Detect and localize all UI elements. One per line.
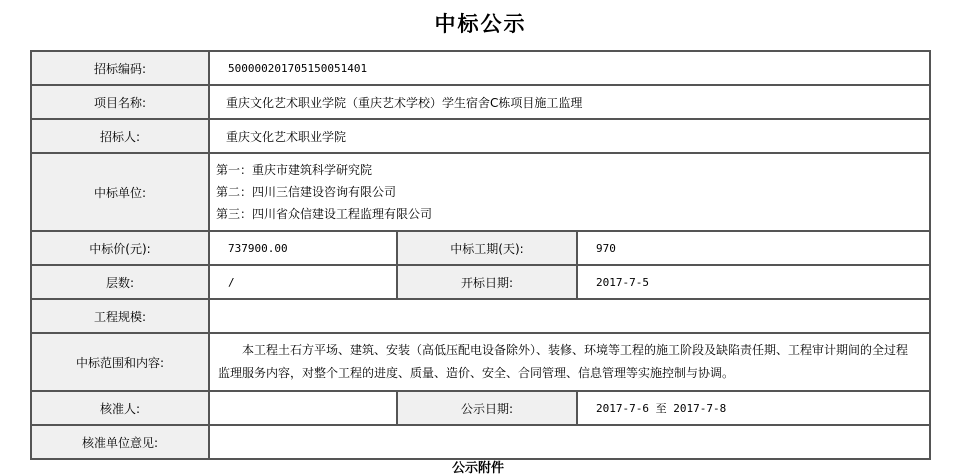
opening-date-label: 开标日期:: [397, 265, 577, 299]
approver-label: 核准人:: [31, 391, 209, 425]
row-price-duration: [31, 231, 930, 265]
row-tenderer: [31, 119, 930, 153]
row-winning-bidders: [31, 153, 930, 231]
project-name-value: 重庆文化艺术职业学院（重庆艺术学校）学生宿舍C栋项目施工监理: [209, 85, 930, 119]
tenderer-value: 重庆文化艺术职业学院: [209, 119, 930, 153]
approver-value: [209, 391, 397, 425]
page-title: 中标公示: [434, 11, 527, 36]
publicity-date-label: 公示日期:: [397, 391, 577, 425]
row-approver-publicity: [31, 391, 930, 425]
winning-bidders-label: 中标单位:: [31, 153, 209, 231]
project-scale-value: [209, 299, 930, 333]
project-name-label: 项目名称:: [31, 85, 209, 119]
floors-value: /: [209, 265, 397, 299]
row-floors-opening-date: [31, 265, 930, 299]
scope-value: 本工程土石方平场、建筑、安装（高低压配电设备除外）、装修、环境等工程的施工阶段及缺陷责任期、工程审计期间的全过程监理服务内容，对整个工程的进度、质量、造价、安全、合同管理、信息管理等实施控制与协调。: [209, 333, 930, 391]
publicity-date-value: 2017-7-6 至 2017-7-8: [577, 391, 930, 425]
scope-label: 中标范围和内容:: [31, 333, 209, 391]
approval-opinion-value: [209, 425, 930, 459]
winning-bidders-list: [209, 153, 930, 231]
row-approval-opinion: [31, 425, 930, 459]
bid-price-value: 737900.00: [209, 231, 397, 265]
winner-second: 第二：四川三信建设咨询有限公司: [216, 185, 397, 199]
bid-result-table: [30, 50, 931, 460]
approval-opinion-label: 核准单位意见:: [31, 425, 209, 459]
row-tender-code: [31, 51, 930, 85]
bid-price-label: 中标价(元):: [31, 231, 209, 265]
winner-third: 第三：四川省众信建设工程监理有限公司: [216, 207, 433, 221]
bid-duration-value: 970: [577, 231, 930, 265]
row-project-name: [31, 85, 930, 119]
floors-label: 层数:: [31, 265, 209, 299]
winner-first: 第一：重庆市建筑科学研究院: [216, 163, 373, 177]
tender-code-value: 500000201705150051401: [209, 51, 930, 85]
attachments-heading: 公示附件: [452, 461, 505, 476]
row-project-scale: [31, 299, 930, 333]
row-scope: [31, 333, 930, 391]
project-scale-label: 工程规模:: [31, 299, 209, 333]
tenderer-label: 招标人:: [31, 119, 209, 153]
tender-code-label: 招标编码:: [31, 51, 209, 85]
opening-date-value: 2017-7-5: [577, 265, 930, 299]
bid-duration-label: 中标工期(天):: [397, 231, 577, 265]
